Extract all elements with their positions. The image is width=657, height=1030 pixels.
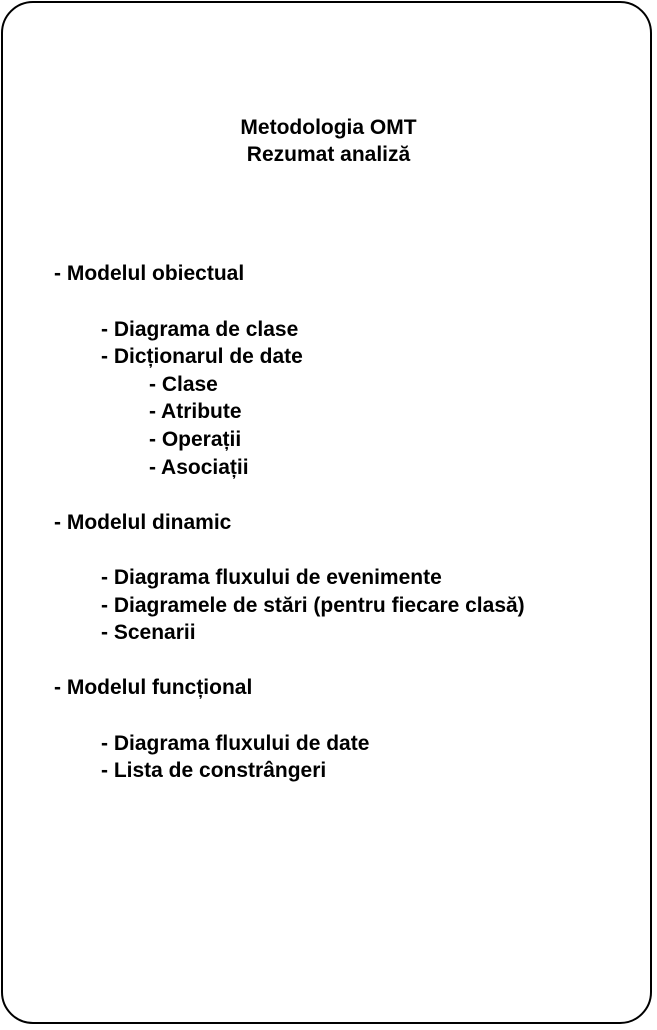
subitem-operations: - Operații	[149, 428, 242, 451]
subitem-associations: - Asociații	[149, 456, 249, 479]
list-item-class-diagram: - Diagrama de clase	[101, 318, 299, 341]
subitem-classes: - Clase	[149, 373, 218, 396]
list-item-scenarios: - Scenarii	[101, 621, 196, 644]
list-item-event-flow-diagram: - Diagrama fluxului de evenimente	[101, 566, 442, 589]
list-item-constraints-list: - Lista de constrângeri	[101, 759, 327, 782]
list-item-data-flow-diagram: - Diagrama fluxului de date	[101, 732, 370, 755]
section-heading-functional-model: - Modelul funcțional	[54, 676, 253, 699]
section-heading-object-model: - Modelul obiectual	[54, 262, 245, 285]
list-item-state-diagrams: - Diagramele de stări (pentru fiecare clasă)	[101, 594, 525, 617]
list-item-data-dictionary: - Dicționarul de date	[101, 345, 303, 368]
page-title	[0, 114, 657, 168]
title-line-2: Rezumat analiză	[246, 143, 411, 166]
section-heading-dynamic-model: - Modelul dinamic	[54, 511, 232, 534]
subitem-attributes: - Atribute	[149, 400, 242, 423]
title-line-1: Metodologia OMT	[240, 116, 417, 139]
